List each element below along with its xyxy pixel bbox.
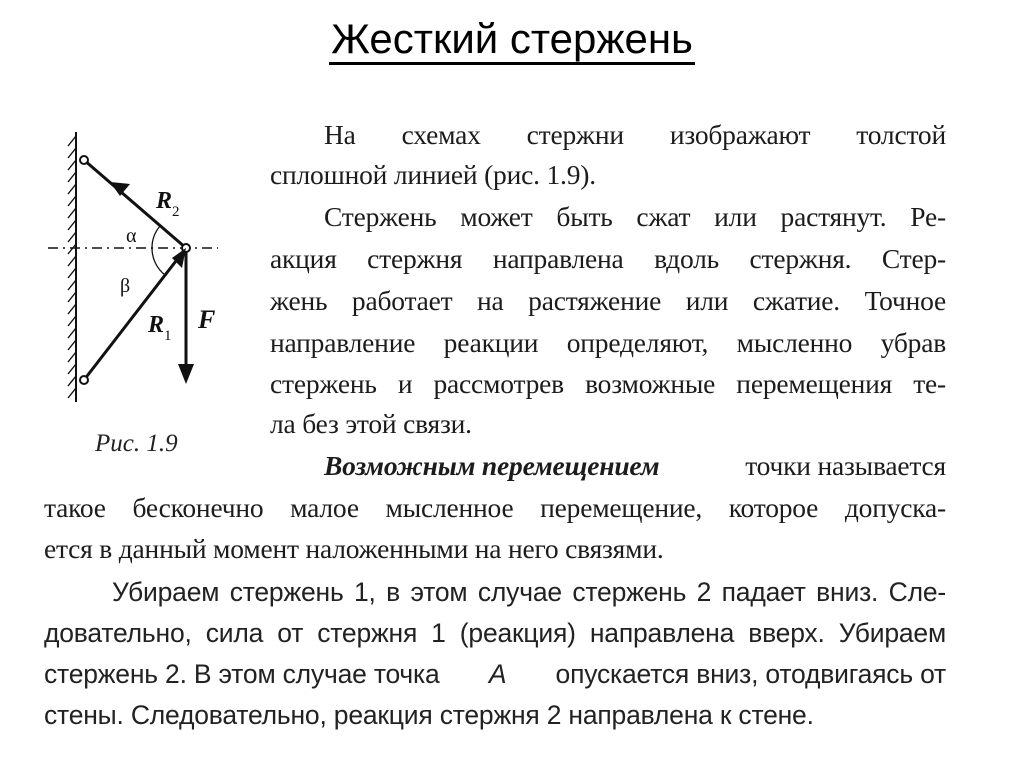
beta-label: β: [120, 275, 131, 297]
p4-line-4: стены. Следовательно, реакция стержня 2 направлена к стене.: [44, 700, 814, 730]
title-text: Жесткий стержень: [329, 15, 695, 65]
r1-label: R: [148, 312, 165, 338]
p2-line-6: ла без этой связи.: [270, 408, 472, 439]
figure-1-9: [40, 112, 270, 472]
p3-line-1: [324, 446, 946, 486]
hinge-top: [80, 156, 88, 164]
force-f-arrow: [178, 364, 194, 384]
p3-line-3: ется в данный момент наложенными на него связями.: [44, 533, 664, 564]
r1-subscript: 1: [164, 328, 172, 344]
figure-caption: Рис. 1.9: [95, 430, 178, 457]
rod-1: [84, 248, 186, 380]
term-possible-displacement: Возможным перемещением: [324, 450, 660, 481]
p2-line-2: акция стержня направлена вдоль стержня. Стер-: [270, 243, 946, 274]
p2-line-4: направление реакции определяют, мысленно убрав: [270, 327, 946, 358]
wall-hatching: [68, 136, 76, 398]
hinge-bottom: [80, 376, 88, 384]
p4-line-3: [44, 654, 946, 694]
p4-line-3-b: опускается вниз, отодвигаясь от: [555, 659, 946, 689]
p1-line-1: На схемах стержни изображают толстой: [324, 119, 946, 150]
p2-line-1: Стержень может быть сжат или растянут. Ре-: [324, 201, 946, 232]
force-f-label: F: [198, 305, 216, 334]
beta-arc: [152, 248, 165, 275]
rod-diagram: [40, 112, 270, 472]
p2-line-5: стержень и рассмотрев возможные перемещения те-: [270, 368, 946, 399]
alpha-label: α: [126, 225, 137, 247]
p1-line-2: сплошной линией (рис. 1.9).: [270, 159, 596, 190]
p3-line-2: такое бесконечно малое мысленное перемещение, которое допуска-: [44, 492, 946, 523]
p4-line-1: Убираем стержень 1, в этом случае стержень 2 падает вниз. Сле-: [112, 577, 946, 607]
p3-lead-rest: точки называется: [745, 450, 946, 481]
r2-subscript: 2: [172, 204, 180, 220]
p2-line-3: жень работает на растяжение или сжатие. Точное: [270, 285, 946, 316]
slide-title: [0, 10, 1024, 68]
p4-line-3-a: стержень 2. В этом случае точка: [44, 659, 440, 689]
alpha-arc: [152, 226, 160, 248]
p4-line-2: довательно, сила от стержня 1 (реакция) направлена вверх. Убираем: [44, 618, 946, 648]
r2-label: R: [156, 188, 173, 214]
point-a-symbol: A: [488, 659, 507, 689]
r2-arrow: [110, 182, 130, 196]
